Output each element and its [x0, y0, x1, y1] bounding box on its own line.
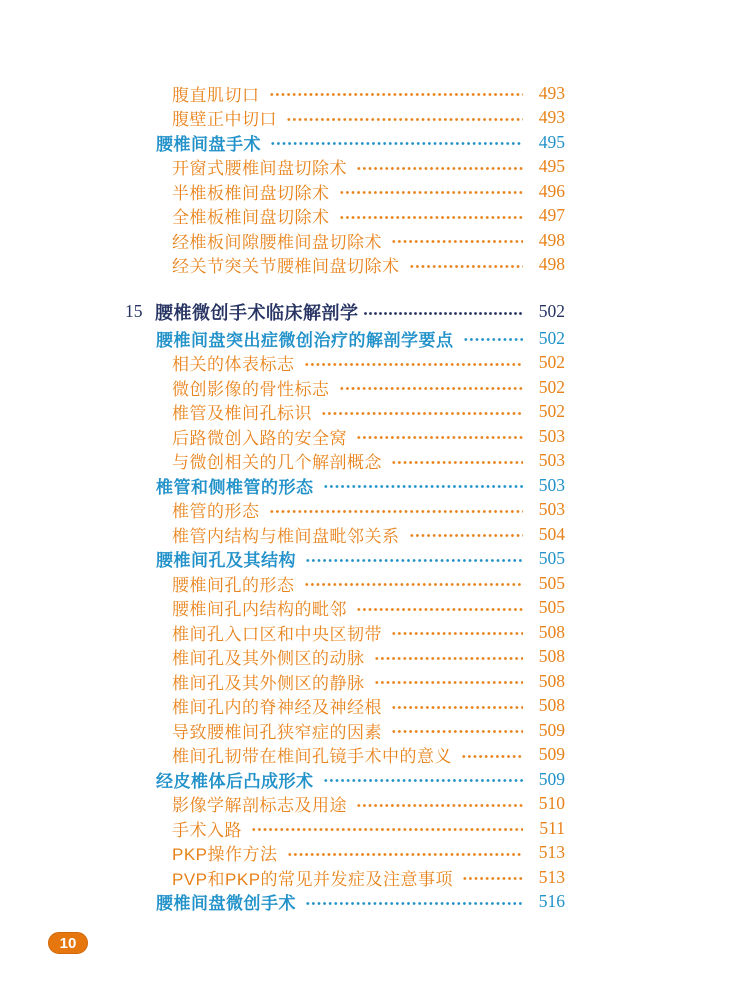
toc-entry-page: 502	[538, 301, 565, 321]
dotted-leader	[391, 460, 523, 465]
dotted-leader	[363, 311, 524, 316]
toc-entry[interactable]	[125, 351, 565, 376]
toc-entry-label: 椎管和侧椎管的形态	[156, 477, 314, 497]
toc-entry-label: 椎管内结构与椎间盘毗邻关系	[172, 526, 400, 546]
toc-entry-page: 503	[538, 474, 565, 495]
dotted-leader	[305, 901, 523, 906]
toc-entry-page: 503	[538, 450, 565, 471]
dotted-leader	[356, 435, 523, 440]
dotted-leader	[374, 680, 524, 685]
toc-list	[125, 81, 565, 914]
toc-entry-page: 505	[538, 548, 565, 569]
dotted-leader	[270, 141, 523, 146]
toc-entry-label: 腰椎间盘手术	[156, 134, 261, 154]
toc-entry-page: 510	[538, 793, 565, 814]
toc-entry-label: 腰椎间孔及其结构	[156, 551, 296, 571]
toc-entry-page: 502	[538, 401, 565, 422]
dotted-leader	[409, 264, 524, 269]
dotted-leader	[305, 558, 523, 563]
toc-entry-label: 椎间孔及其外侧区的动脉	[172, 649, 365, 669]
toc-entry-label: 椎间孔及其外侧区的静脉	[172, 673, 365, 693]
toc-entry-label: 半椎板椎间盘切除术	[172, 183, 330, 203]
dotted-leader	[461, 754, 523, 759]
toc-entry[interactable]	[125, 522, 565, 547]
dotted-leader	[269, 509, 524, 514]
toc-entry[interactable]	[125, 596, 565, 621]
toc-entry[interactable]	[125, 400, 565, 425]
toc-entry[interactable]	[125, 865, 565, 890]
dotted-leader	[321, 411, 523, 416]
toc-entry-page: 493	[538, 82, 565, 103]
toc-entry-label: 腰椎间孔的形态	[172, 575, 295, 595]
dotted-leader	[391, 729, 523, 734]
toc-entry-page: 502	[538, 327, 565, 348]
dotted-leader	[391, 705, 523, 710]
toc-entry[interactable]	[125, 473, 565, 498]
dotted-leader	[356, 607, 523, 612]
dotted-leader	[356, 166, 523, 171]
dotted-leader	[251, 827, 523, 832]
toc-entry[interactable]	[125, 694, 565, 719]
toc-entry-page: 504	[538, 523, 565, 544]
toc-entry-page: 503	[538, 499, 565, 520]
toc-entry-page: 495	[538, 156, 565, 177]
toc-entry[interactable]	[125, 106, 565, 131]
toc-entry-label: 微创影像的骨性标志	[172, 379, 330, 399]
toc-entry[interactable]	[125, 81, 565, 106]
toc-entry[interactable]	[125, 155, 565, 180]
dotted-leader	[269, 92, 524, 97]
toc-entry-page: 496	[538, 180, 565, 201]
toc-entry[interactable]	[125, 326, 565, 351]
toc-entry[interactable]	[125, 179, 565, 204]
dotted-leader	[286, 117, 523, 122]
toc-entry[interactable]	[125, 204, 565, 229]
dotted-leader	[304, 362, 524, 367]
toc-entry-page: 497	[538, 205, 565, 226]
toc-entry-page: 503	[538, 425, 565, 446]
toc-entry-page: 508	[538, 695, 565, 716]
dotted-leader	[339, 190, 524, 195]
toc-entry-page: 505	[538, 572, 565, 593]
toc-entry[interactable]	[125, 449, 565, 474]
toc-entry-label: 手术入路	[172, 820, 242, 840]
toc-entry-page: 505	[538, 597, 565, 618]
toc-entry-label: 全椎板椎间盘切除术	[172, 208, 330, 228]
toc-entry-label: 经关节突关节腰椎间盘切除术	[172, 257, 400, 277]
toc-entry-page: 498	[538, 254, 565, 275]
toc-entry-label: 腹壁正中切口	[172, 110, 277, 130]
toc-entry[interactable]	[125, 816, 565, 841]
dotted-leader	[463, 337, 524, 342]
toc-entry-label: 后路微创入路的安全窝	[172, 428, 347, 448]
toc-entry-page: 508	[538, 670, 565, 691]
dotted-leader	[374, 656, 524, 661]
toc-entry-label: 椎间孔韧带在椎间孔镜手术中的意义	[172, 747, 452, 767]
toc-entry[interactable]	[125, 297, 565, 326]
dotted-leader	[391, 239, 523, 244]
toc-entry[interactable]	[125, 375, 565, 400]
dotted-leader	[391, 631, 523, 636]
dotted-leader	[323, 484, 524, 489]
toc-entry-label: 腰椎间孔内结构的毗邻	[172, 600, 347, 620]
toc-entry-label: 经椎板间隙腰椎间盘切除术	[172, 232, 382, 252]
toc-entry[interactable]	[125, 890, 565, 915]
toc-entry[interactable]	[125, 645, 565, 670]
toc-entry-page: 509	[538, 744, 565, 765]
toc-entry-page: 516	[538, 891, 565, 912]
toc-entry-label: 椎间孔入口区和中央区韧带	[172, 624, 382, 644]
toc-entry-label: PKP操作方法	[172, 845, 278, 865]
toc-entry[interactable]	[125, 767, 565, 792]
toc-entry[interactable]	[125, 498, 565, 523]
toc-entry-page: 509	[538, 768, 565, 789]
toc-entry-label: 椎管及椎间孔标识	[172, 404, 312, 424]
toc-entry[interactable]	[125, 792, 565, 817]
chapter-number: 15	[125, 301, 143, 321]
toc-entry[interactable]	[125, 130, 565, 155]
toc-entry-label: PVP和PKP的常见并发症及注意事项	[172, 869, 454, 889]
dotted-leader	[462, 876, 523, 881]
dotted-leader	[323, 778, 524, 783]
toc-entry-label: 腰椎间盘突出症微创治疗的解剖学要点	[156, 330, 454, 350]
toc-entry-page: 509	[538, 719, 565, 740]
toc-entry-label: 椎间孔内的脊神经及神经根	[172, 698, 382, 718]
toc-entry[interactable]	[125, 253, 565, 278]
dotted-leader	[356, 803, 523, 808]
toc-entry[interactable]	[125, 547, 565, 572]
toc-entry-page: 513	[538, 842, 565, 863]
toc-entry-label: 开窗式腰椎间盘切除术	[172, 159, 347, 179]
dotted-leader	[339, 386, 524, 391]
toc-entry[interactable]	[125, 669, 565, 694]
toc-entry-page: 513	[538, 866, 565, 887]
toc-entry-page: 511	[539, 817, 565, 838]
dotted-leader	[287, 852, 523, 857]
toc-entry-page: 508	[538, 646, 565, 667]
toc-entry[interactable]	[125, 571, 565, 596]
toc-entry-label: 相关的体表标志	[172, 355, 295, 375]
toc-entry[interactable]	[125, 620, 565, 645]
toc-entry[interactable]	[125, 718, 565, 743]
toc-entry-label: 经皮椎体后凸成形术	[156, 771, 314, 791]
dotted-leader	[339, 215, 524, 220]
toc-entry-label: 导致腰椎间孔狭窄症的因素	[172, 722, 382, 742]
toc-entry-page: 502	[538, 376, 565, 397]
toc-entry-page: 502	[538, 352, 565, 373]
toc-entry[interactable]	[125, 424, 565, 449]
toc-entry-label: 影像学解剖标志及用途	[172, 796, 347, 816]
toc-entry-label: 与微创相关的几个解剖概念	[172, 453, 382, 473]
toc-entry-label: 腰椎微创手术临床解剖学	[155, 302, 359, 323]
toc-entry[interactable]	[125, 743, 565, 768]
toc-entry-label: 腹直肌切口	[172, 85, 260, 105]
toc-entry-page: 508	[538, 621, 565, 642]
toc-entry-page: 495	[538, 131, 565, 152]
toc-entry-page: 493	[538, 107, 565, 128]
toc-entry-label: 腰椎间盘微创手术	[156, 894, 296, 914]
dotted-leader	[409, 533, 524, 538]
toc-entry-label: 椎管的形态	[172, 502, 260, 522]
toc-entry[interactable]	[125, 841, 565, 866]
page-number-badge: 10	[48, 932, 88, 954]
toc-entry-page: 498	[538, 229, 565, 250]
toc-entry[interactable]	[125, 228, 565, 253]
dotted-leader	[304, 582, 524, 587]
